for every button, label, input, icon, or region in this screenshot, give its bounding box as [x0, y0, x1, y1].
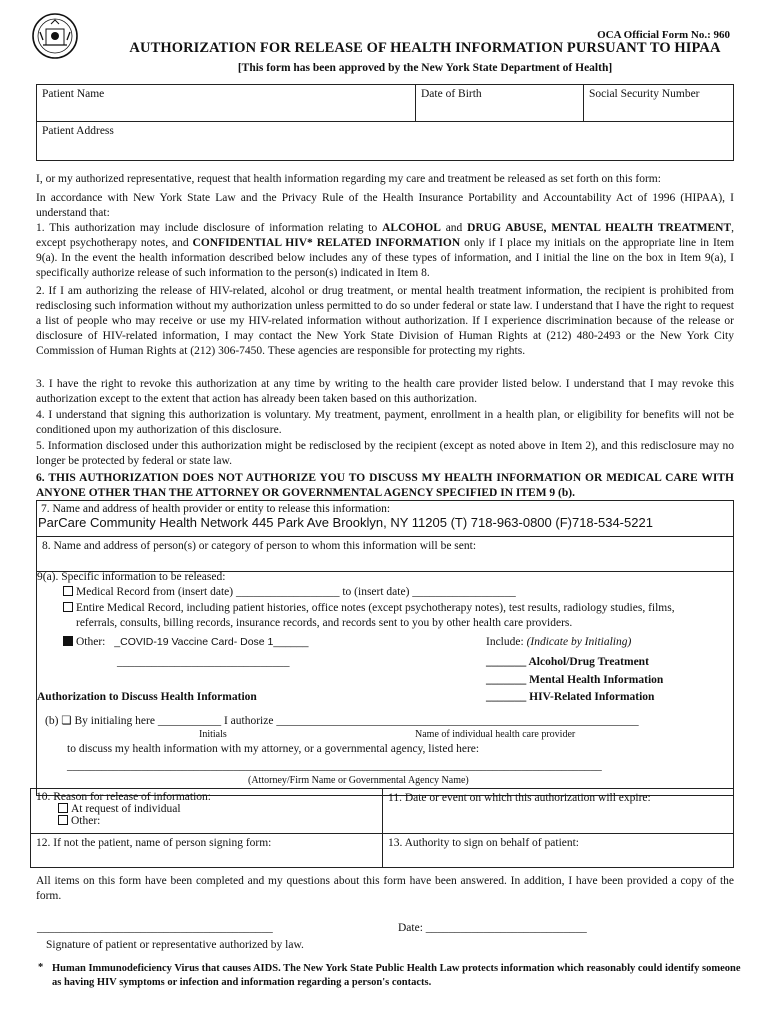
item-7-value: ParCare Community Health Network 445 Park Ave Brooklyn, NY 11205 (T) 718-963-0800 (F)718-534-5221 [38, 515, 653, 530]
medical-record-checkbox[interactable] [63, 586, 73, 596]
item-1-part: 1. This authorization may include disclosure of information relating to [36, 222, 383, 234]
item-3-text: 3. I have the right to revoke this authorization at any time by writing to the health care provider listed below. I understand that I may revoke this authorization except to the extent that action has already been taken based on this authorization. [36, 378, 734, 405]
provider-caption: Name of individual health care provider [415, 729, 576, 740]
item-13-label: 13. Authority to sign on behalf of patient: [388, 837, 580, 849]
discuss-heading: Authorization to Discuss Health Information [37, 691, 257, 703]
alcohol-drug-initial[interactable]: _______ Alcohol/Drug Treatment [486, 656, 649, 668]
date-of-birth-field[interactable] [416, 85, 584, 122]
patient-name-label: Patient Name [42, 88, 105, 100]
form-number: OCA Official Form No.: 960 [597, 29, 730, 41]
include-text: Include: [486, 636, 527, 648]
discuss-text: to discuss my health information with my attorney, or a governmental agency, listed here: [67, 743, 480, 755]
hiv-related-initial[interactable]: _______ HIV-Related Information [486, 691, 655, 703]
other-checkbox-checked[interactable] [63, 636, 73, 646]
item-7-label: 7. Name and address of health provider or entity to release this information: [41, 503, 391, 515]
item-12-label: 12. If not the patient, name of person signing form: [36, 837, 272, 849]
at-request-checkbox[interactable] [58, 803, 68, 813]
at-request-text: At request of individual [71, 803, 181, 815]
item-11-field[interactable] [383, 789, 734, 834]
item-1-part: only if I place my initials on the appropriate line in Item 9(a). In the event the health information described below includes any of these types of information, and I initial the line on the box in Item 9(a), I specifically authorize release of such information to the person(s) indicated in Item 8. [36, 237, 735, 279]
new-york-state-seal-icon [31, 12, 79, 60]
form-title: AUTHORIZATION FOR RELEASE OF HEALTH INFORMATION PURSUANT TO HIPAA [129, 40, 721, 56]
closing-text: All items on this form have been completed and my questions about this form have been answered. In addition, I have been provided a copy of the form. [36, 875, 734, 902]
patient-info-table [36, 84, 734, 161]
mental-health-initial[interactable]: _______ Mental Health Information [486, 674, 664, 686]
form-subtitle: [This form has been approved by the New York State Department of Health] [237, 62, 613, 74]
item-4-text: 4. I understand that signing this authorization is voluntary. My treatment, payment, enrollment in a health plan, or eligibility for benefits will not be conditioned upon my authorization of this disclosure. [36, 409, 734, 436]
reason-other-text: Other: [71, 815, 101, 827]
signature-label: Signature of patient or representative authorized by law. [46, 939, 304, 951]
item-1-part: and [440, 222, 468, 234]
item-7-field[interactable] [37, 501, 734, 537]
other-value[interactable]: _COVID-19 Vaccine Card- Dose 1______ [114, 636, 309, 648]
hiv-bold: CONFIDENTIAL HIV* RELATED INFORMATION [192, 237, 461, 249]
item-1-part: , except psychotherapy notes, and [36, 222, 734, 249]
item-1-text [36, 221, 734, 281]
item-5-text: 5. Information disclosed under this authorization might be redisclosed by the recipient (except as noted above in Item 2), and this redisclosure may no longer be protected by federal or state law. [36, 440, 734, 467]
attorney-caption: (Attorney/Firm Name or Governmental Agency Name) [248, 775, 469, 786]
intro-text: I, or my authorized representative, request that health information regarding my care and treatment be released as set forth on this form: [36, 173, 661, 185]
other-blank-line[interactable]: ______________________________ [117, 656, 290, 668]
item-8-label: 8. Name and address of person(s) or category of person to whom this information will be sent: [42, 540, 477, 552]
item-9b-line[interactable]: (b) ❏ By initialing here ___________ I authorize _______________________________________________________________ [45, 715, 639, 727]
reason-authority-table [30, 788, 734, 868]
item-8-field[interactable] [37, 537, 734, 572]
item-12-field[interactable] [31, 834, 383, 868]
item-10-field[interactable] [31, 789, 383, 834]
entire-record-text-cont: referrals, consults, billing records, insurance records, and records sent to you by other health care providers. [76, 617, 573, 629]
item-11-label: 11. Date or event on which this authorization will expire: [388, 792, 651, 804]
attorney-blank-line[interactable]: _____________________________________________________________________________________________ [67, 760, 602, 772]
footnote-star: * [38, 962, 44, 973]
reason-other-option[interactable] [58, 815, 377, 827]
item-9a-label: 9(a). Specific information to be released: [37, 571, 226, 583]
include-italic: (Indicate by Initialing) [526, 636, 632, 648]
alcohol-bold: ALCOHOL [382, 222, 441, 234]
item-10-label: 10. Reason for release of information: [36, 791, 211, 803]
patient-address-label: Patient Address [42, 125, 114, 137]
ssn-field[interactable] [584, 85, 734, 122]
signature-line[interactable]: _________________________________________ [37, 922, 273, 934]
footnote-text: Human Immunodeficiency Virus that causes AIDS. The New York State Public Health Law protects information which reasonably could identify someone as having HIV symptoms or infection and information regarding a person's contacts. [52, 963, 741, 988]
other-label: Other: [76, 636, 106, 648]
item-2-text: 2. If I am authorizing the release of HIV-related, alcohol or drug treatment, or mental health treatment information, the recipient is prohibited from redisclosing such information without my authorization unless permitted to do so under federal or state law. I understand that I have the right to request a list of people who may receive or use my HIV-related information without authorization. If I experience discrimination because of the release or disclosure of HIV-related information, I may contact the New York State Division of Human Rights at (212) 480-2493 or the New York City Commission of Human Rights at (212) 306-7450. These agencies are responsible for protecting my rights. [36, 285, 734, 357]
patient-address-field[interactable] [37, 122, 734, 161]
accordance-text: In accordance with New York State Law and the Privacy Rule of the Health Insurance Portability and Accountability Act of 1996 (HIPAA), I understand that: [36, 192, 734, 219]
reason-other-checkbox[interactable] [58, 815, 68, 825]
include-label [486, 636, 631, 648]
initials-caption: Initials [199, 729, 227, 740]
medical-record-text: Medical Record from (insert date) __________________ to (insert date) __________________ [76, 586, 516, 598]
at-request-option[interactable] [58, 803, 377, 815]
ssn-label: Social Security Number [589, 88, 700, 100]
item-6-text: 6. THIS AUTHORIZATION DOES NOT AUTHORIZE YOU TO DISCUSS MY HEALTH INFORMATION OR MEDICAL CARE WITH ANYONE OTHER THAN THE ATTORNEY OR GOVERNMENTAL AGENCY SPECIFIED IN ITEM 9 (b). [36, 472, 734, 499]
patient-name-field[interactable] [37, 85, 416, 122]
other-option[interactable] [63, 636, 308, 648]
date-of-birth-label: Date of Birth [421, 88, 482, 100]
entire-record-text: Entire Medical Record, including patient histories, office notes (except psychotherapy notes), test results, radiology studies, films, [76, 602, 675, 614]
entire-record-checkbox[interactable] [63, 602, 73, 612]
date-line[interactable]: Date: ____________________________ [398, 922, 587, 934]
medical-record-option[interactable] [63, 586, 516, 598]
item-13-field[interactable] [383, 834, 734, 868]
drug-mental-bold: DRUG ABUSE, MENTAL HEALTH TREATMENT [467, 222, 732, 234]
entire-record-option[interactable] [63, 602, 743, 614]
